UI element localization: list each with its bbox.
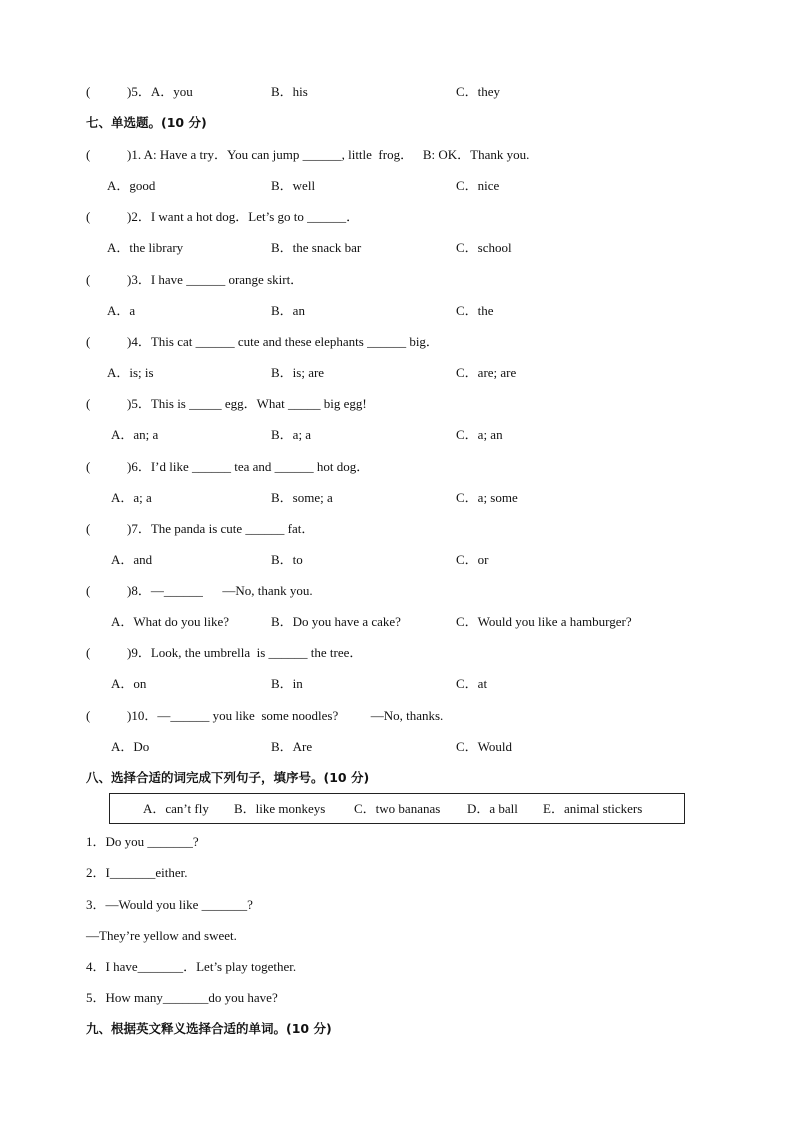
section-heading: 九、根据英文释义选择合适的单词。(10 分) [86,1021,332,1036]
question-stem: )6．I’d like ______ tea and ______ hot dog． [127,459,370,474]
question-stem: )2．I want a hot dog．Let’s go to ______． [127,209,360,224]
option-c: C．Would you like a hamburger? [456,614,632,629]
option-b: B．his [271,84,308,99]
option-b: B．some; a [271,490,333,505]
bracket: ( [86,209,91,224]
section-heading: 七、单选题。(10 分) [86,115,207,130]
option-c: C．nice [456,178,500,193]
fill-sentence: 4．I have_______．Let’s play together. [86,959,297,974]
bracket: ( [86,583,91,598]
option-a: A．What do you like? [111,614,230,629]
bracket: ( [86,272,91,287]
option-a: A．Do [111,739,150,754]
bracket: ( [86,396,91,411]
bracket: ( [86,84,91,99]
fill-sentence: —They’re yellow and sweet. [86,928,237,943]
option-c: C．at [456,676,488,691]
bracket: ( [86,521,91,536]
option-c: C．Would [456,739,513,754]
question-stem: )8．—______ —No, thank you. [127,583,313,598]
option-a: A．a; a [111,490,152,505]
option-b: B．is; are [271,365,325,380]
option-a: A．on [111,676,147,691]
option-c: C．are; are [456,365,517,380]
bracket: ( [86,645,91,660]
option-a: A．a [107,303,136,318]
option-a: A．is; is [107,365,154,380]
fill-sentence: 3．—Would you like _______? [86,897,253,912]
option-c: C．a; some [456,490,518,505]
option-b: B．Are [271,739,313,754]
word-bank-item: D．a ball [467,801,518,816]
option-a: A．an; a [111,427,159,442]
option-a: A．good [107,178,156,193]
option-c: C．the [456,303,494,318]
question-stem: )3．I have ______ orange skirt． [127,272,304,287]
option-a: A．and [111,552,153,567]
bracket: ( [86,334,91,349]
option-b: B．an [271,303,305,318]
option-c: C．or [456,552,489,567]
option-b: B．Do you have a cake? [271,614,401,629]
word-bank-item: C．two bananas [354,801,441,816]
word-bank-item: B．like monkeys [234,801,326,816]
option-b: B．the snack bar [271,240,362,255]
option-b: B．a; a [271,427,312,442]
fill-sentence: 1．Do you _______? [86,834,199,849]
section-heading: 八、选择合适的词完成下列句子，填序号。(10 分) [86,770,370,785]
fill-sentence: 2．I_______either. [86,865,188,880]
option-b: B．well [271,178,316,193]
word-bank-item: E．animal stickers [543,801,643,816]
option-c: C．a; an [456,427,503,442]
bracket: ( [86,459,91,474]
question-stem: )10．—______ you like some noodles? —No, thanks. [127,708,444,723]
question-stem: )9．Look, the umbrella is ______ the tree． [127,645,363,660]
option-b: B．in [271,676,303,691]
question-stem: )7．The panda is cute ______ fat． [127,521,315,536]
bracket: ( [86,147,91,162]
word-bank-item: A．can’t fly [143,801,209,816]
question-stem: )1. A: Have a try．You can jump ______, little frog． B: OK．Thank you. [127,147,530,162]
question-stem: )4．This cat ______ cute and these elephants ______ big． [127,334,439,349]
question-stem: )5．This is _____ egg．What _____ big egg! [127,396,367,411]
option-a: A．the library [107,240,184,255]
fill-sentence: 5．How many_______do you have? [86,990,278,1005]
option-c: C．they [456,84,501,99]
bracket: ( [86,708,91,723]
question-stem: )5．A．you [127,84,193,99]
option-c: C．school [456,240,512,255]
option-b: B．to [271,552,303,567]
